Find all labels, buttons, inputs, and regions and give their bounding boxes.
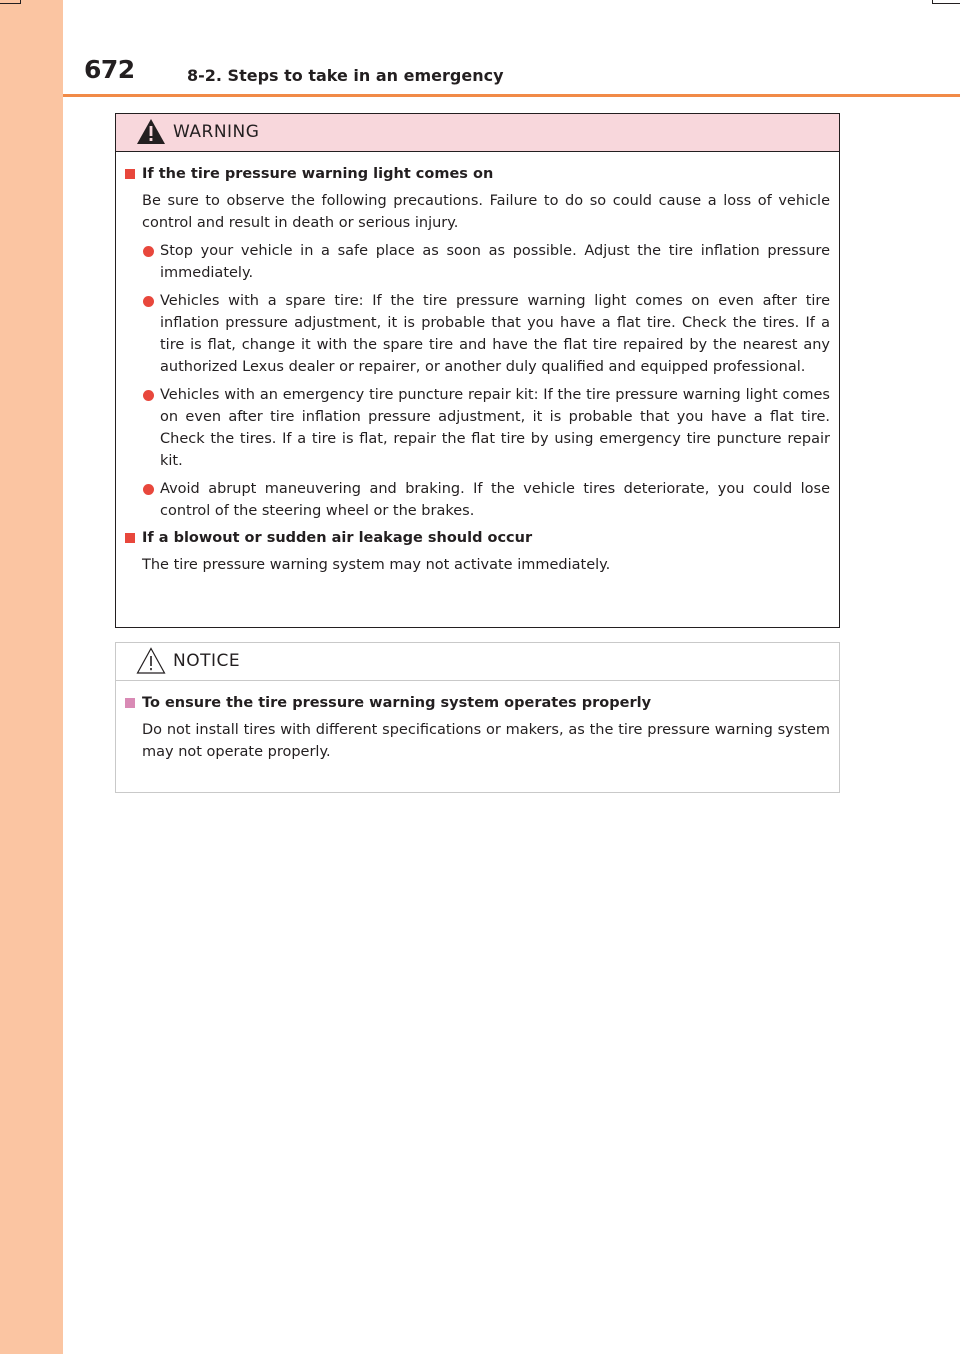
round-bullet-icon	[143, 390, 154, 401]
square-bullet-icon	[125, 533, 135, 543]
side-tab-strip	[0, 0, 63, 1354]
warning-bullet	[125, 290, 830, 378]
warning-box	[115, 113, 840, 628]
crop-mark-top-left-h	[0, 3, 20, 4]
warning-body	[116, 152, 839, 576]
square-bullet-icon	[125, 698, 135, 708]
round-bullet-icon	[143, 296, 154, 307]
bullet-text: Stop your vehicle in a safe place as soon as possible. Adjust the tire inflation pressure immediately.	[160, 243, 830, 281]
notice-body	[116, 681, 839, 763]
crop-mark-top-left	[20, 0, 21, 4]
section-title: 8-2. Steps to take in an emergency	[187, 66, 504, 85]
notice-header	[116, 643, 839, 681]
notice-text: Do not install tires with different specifications or makers, as the tire pressure warning system may not operate properly.	[142, 722, 830, 760]
square-bullet-icon	[125, 169, 135, 179]
warning-bullet	[125, 384, 830, 472]
warning-header	[116, 114, 839, 152]
bullet-text: Avoid abrupt maneuvering and braking. If the vehicle tires deteriorate, you could lose control of the steering wheel or the brakes.	[160, 481, 830, 519]
warning-section-heading	[125, 528, 830, 548]
warning-intro: Be sure to observe the following precautions. Failure to do so could cause a loss of vehicle control and result in death or serious injury.	[142, 193, 830, 231]
page-header	[63, 0, 960, 98]
round-bullet-icon	[143, 246, 154, 257]
notice-title: NOTICE	[173, 651, 241, 671]
notice-box	[115, 642, 840, 793]
round-bullet-icon	[143, 484, 154, 495]
heading-text: To ensure the tire pressure warning system operates properly	[142, 695, 652, 711]
warning-section-heading	[125, 164, 830, 184]
heading-text: If the tire pressure warning light comes on	[142, 166, 494, 182]
warning-triangle-icon	[136, 118, 166, 145]
notice-heading	[125, 693, 830, 713]
warning-title: WARNING	[173, 122, 260, 142]
notice-triangle-icon	[136, 647, 166, 674]
heading-text: If a blowout or sudden air leakage should occur	[142, 530, 533, 546]
bullet-text: Vehicles with a spare tire: If the tire pressure warning light comes on even after tire inflation pressure adjustment, it is probable that you have a flat tire. Check the tires. If a tire is flat, change it with the spare tire and have the flat tire repaired by the nearest any authorized Lexus dealer or repairer, or another duly qualified and equipped professional.	[160, 293, 830, 375]
header-rule	[63, 94, 960, 97]
warning-bullet	[125, 240, 830, 284]
page-number: 672	[84, 55, 135, 84]
warning-bullet	[125, 478, 830, 522]
bullet-text: Vehicles with an emergency tire puncture repair kit: If the tire pressure warning light comes on even after tire inflation pressure adjustment, it is probable that you have a flat tire. Check the tires. If a tire is flat, repair the flat tire by using emergency tire puncture repair kit.	[160, 387, 830, 469]
warning-intro: The tire pressure warning system may not activate immediately.	[142, 557, 611, 573]
